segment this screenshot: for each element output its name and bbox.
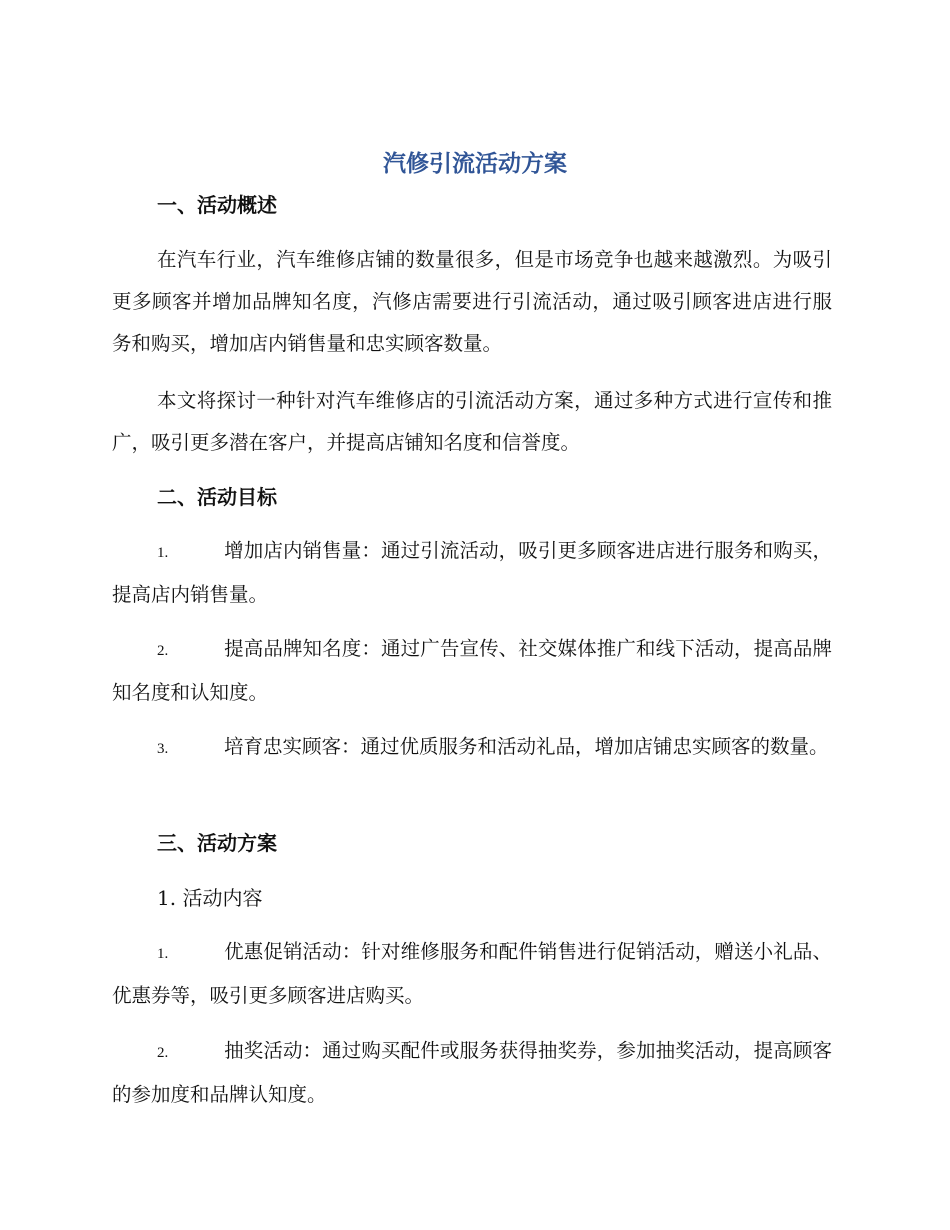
overview-paragraph-2: 本文将探讨一种针对汽车维修店的引流活动方案，通过多种方式进行宣传和推广，吸引更多潜在客户，并提高店铺知名度和信誉度。	[112, 389, 832, 454]
goal-item-3	[112, 726, 832, 770]
document-title: 汽修引流活动方案	[383, 151, 567, 177]
section-heading-plan: 三、活动方案	[157, 831, 277, 855]
list-item-text: 增加店内销售量：通过引流活动，吸引更多顾客进店进行服务和购买，提高店内销售量。	[112, 539, 832, 606]
list-number: 2.	[157, 1045, 169, 1061]
goal-item-1	[112, 530, 832, 616]
list-number: 2.	[157, 643, 169, 659]
list-number: 3.	[157, 741, 169, 757]
list-item-text: 优惠促销活动：针对维修服务和配件销售进行促销活动，赠送小礼品、优惠券等，吸引更多顾客进店购买。	[112, 940, 832, 1007]
plan-item-1	[112, 931, 832, 1017]
list-number: 1.	[157, 946, 169, 962]
section-heading-overview: 一、活动概述	[157, 193, 277, 217]
overview-paragraph-1: 在汽车行业，汽车维修店铺的数量很多，但是市场竞争也越来越激烈。为吸引更多顾客并增加品牌知名度，汽修店需要进行引流活动，通过吸引顾客进店进行服务和购买，增加店内销售量和忠实顾客数量。	[112, 248, 832, 355]
goal-item-2	[112, 628, 832, 714]
list-item-text: 抽奖活动：通过购买配件或服务获得抽奖券，参加抽奖活动，提高顾客的参加度和品牌认知度。	[112, 1039, 832, 1106]
list-number: 1.	[157, 545, 169, 561]
list-item-text: 培育忠实顾客：通过优质服务和活动礼品，增加店铺忠实顾客的数量。	[224, 735, 829, 758]
plan-item-2	[112, 1030, 832, 1116]
list-item-text: 提高品牌知名度：通过广告宣传、社交媒体推广和线下活动，提高品牌知名度和认知度。	[112, 637, 832, 704]
section-heading-goals: 二、活动目标	[157, 485, 277, 509]
subheading-activity-content: 1. 活动内容	[157, 886, 263, 910]
